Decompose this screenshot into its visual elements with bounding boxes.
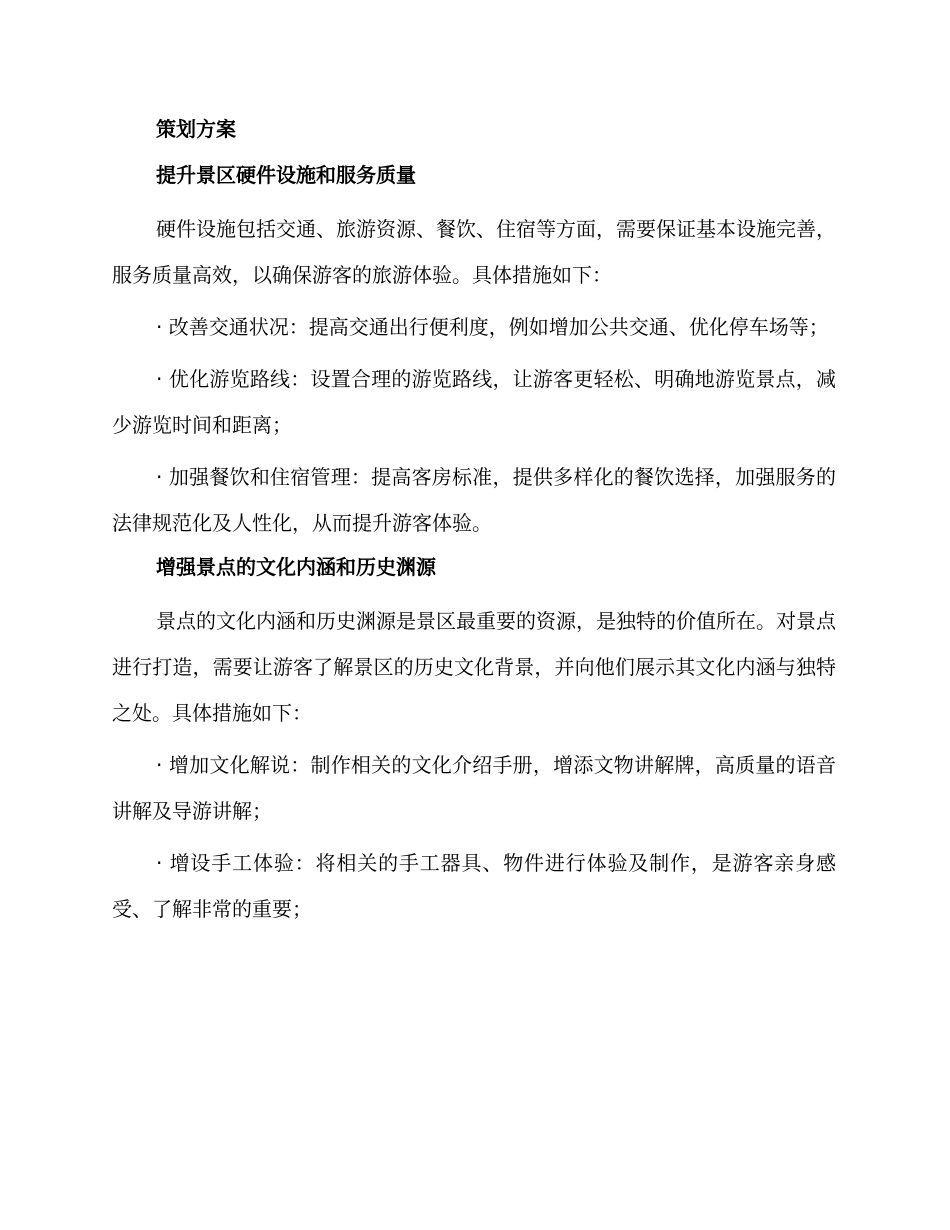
section2-heading: 增强景点的文化内涵和历史渊源: [156, 555, 436, 579]
section1-item-2: · 优化游览路线：设置合理的游览路线，让游客更轻松、明确地游览景点，减少游览时间和距离；: [112, 367, 836, 437]
section2-intro: 景点的文化内涵和历史渊源是景区最重要的资源，是独特的价值所在。对景点进行打造，需要让游客了解景区的历史文化背景，并向他们展示其文化内涵与独特之处。具体措施如下：: [112, 609, 836, 725]
section2-item-1: · 增加文化解说：制作相关的文化介绍手册，增添文物讲解牌，高质量的语音讲解及导游讲解；: [112, 753, 836, 823]
document-title: 策划方案: [156, 117, 236, 141]
section1-intro: 硬件设施包括交通、旅游资源、餐饮、住宿等方面，需要保证基本设施完善，服务质量高效，以确保游客的旅游体验。具体措施如下：: [112, 217, 836, 287]
section2-item-2: · 增设手工体验：将相关的手工器具、物件进行体验及制作，是游客亲身感受、了解非常的重要；: [112, 851, 836, 921]
section1-heading: 提升景区硬件设施和服务质量: [156, 163, 416, 187]
section1-item-3: · 加强餐饮和住宿管理：提高客房标准，提供多样化的餐饮选择，加强服务的法律规范化及人性化，从而提升游客体验。: [112, 465, 836, 535]
document-body: [112, 114, 836, 938]
section1-item-1: · 改善交通状况：提高交通出行便利度，例如增加公共交通、优化停车场等；: [156, 315, 829, 339]
